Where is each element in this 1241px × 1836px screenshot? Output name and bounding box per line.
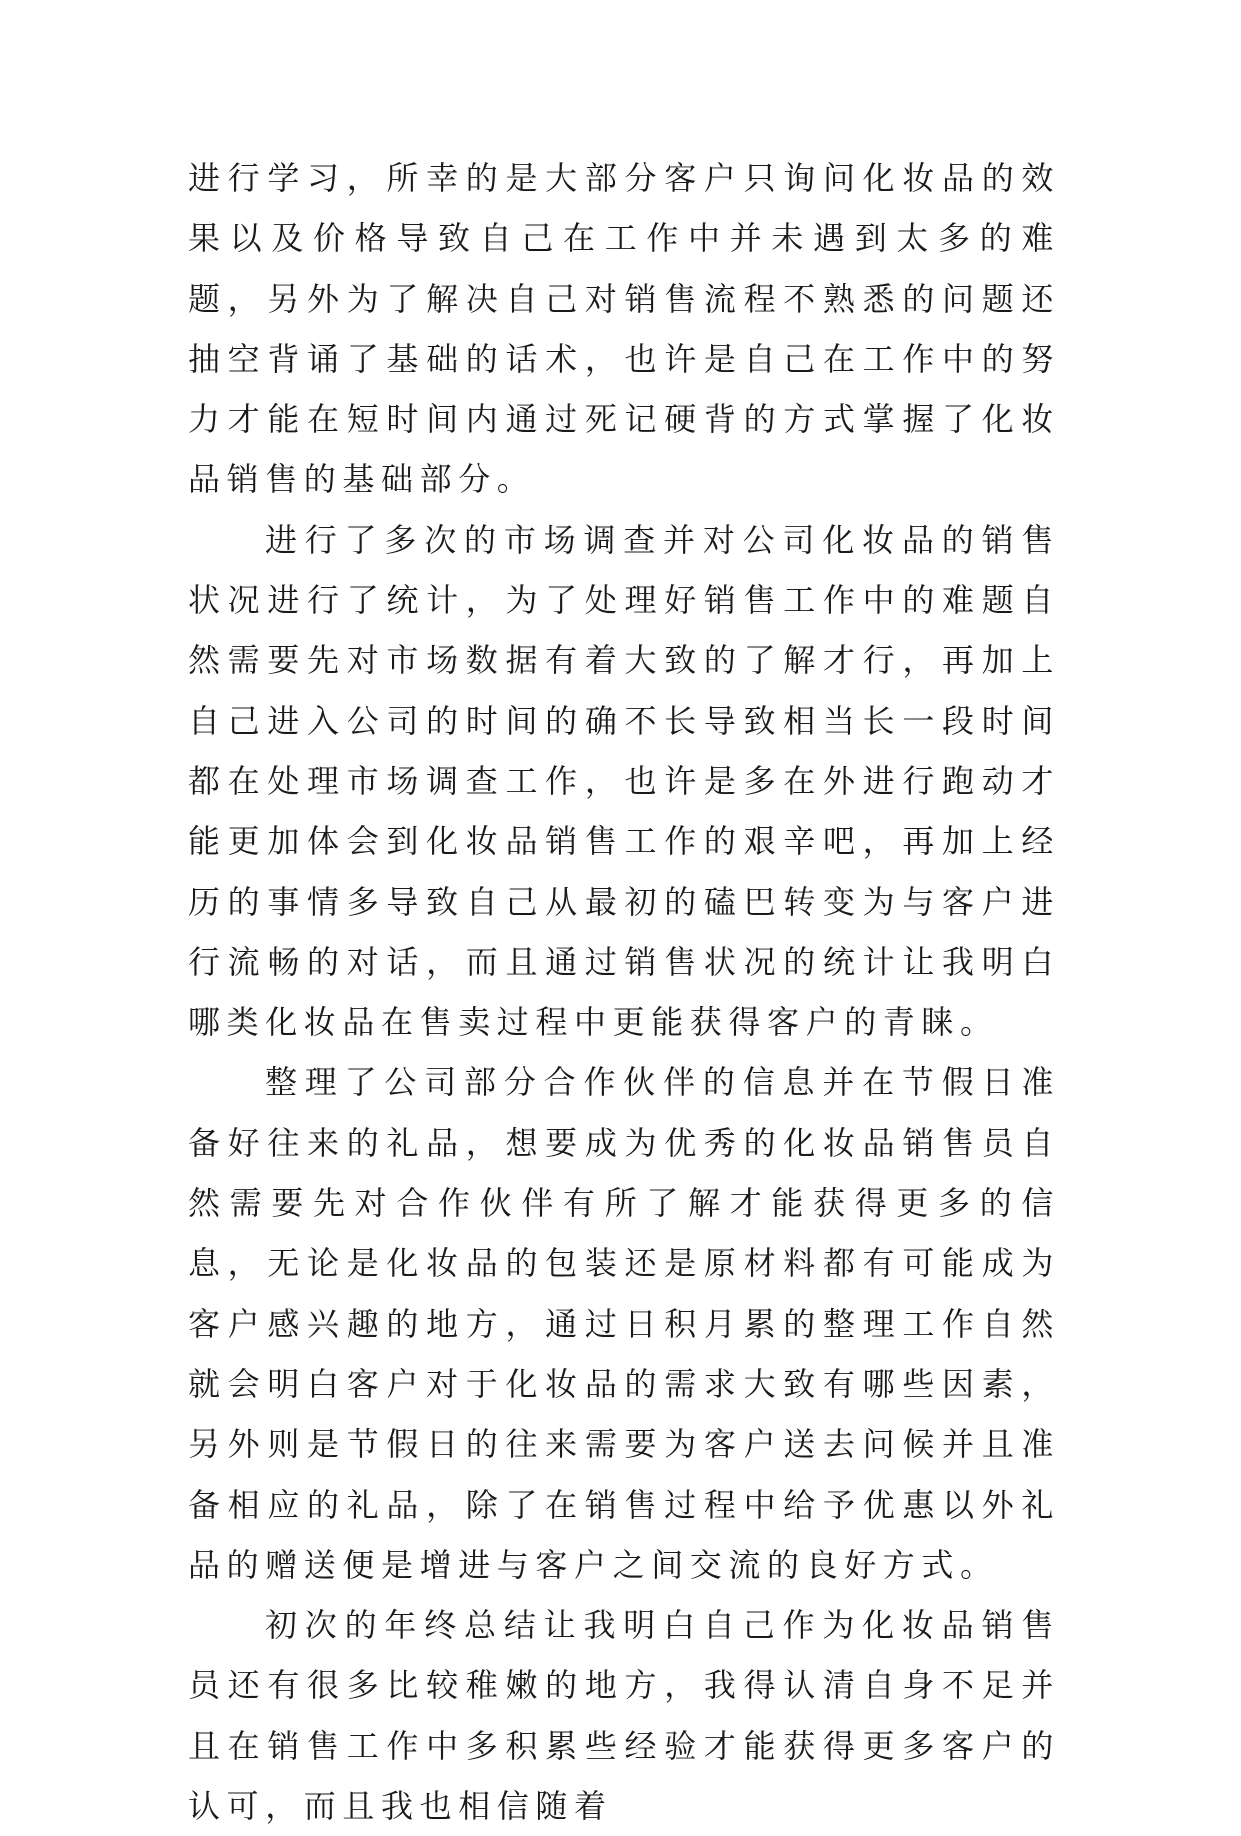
document-body bbox=[188, 148, 1060, 1836]
paragraph-1: 进行学习，所幸的是大部分客户只询问化妆品的效果以及价格导致自己在工作中并未遇到太多的难题，另外为了解决自己对销售流程不熟悉的问题还抽空背诵了基础的话术，也许是自己在工作中的努力才能在短时间内通过死记硬背的方式掌握了化妆品销售的基础部分。 bbox=[188, 159, 1060, 499]
paragraph-2: 进行了多次的市场调查并对公司化妆品的销售状况进行了统计，为了处理好销售工作中的难题自然需要先对市场数据有着大致的了解才行，再加上自己进入公司的时间的确不长导致相当长一段时间都在处理市场调查工作，也许是多在外进行跑动才能更加体会到化妆品销售工作的艰辛吧，再加上经历的事情多导致自己从最初的磕巴转变为与客户进行流畅的对话，而且通过销售状况的统计让我明白哪类化妆品在售卖过程中更能获得客户的青睐。 bbox=[188, 520, 1060, 1042]
paragraph-3: 整理了公司部分合作伙伴的信息并在节假日准备好往来的礼品，想要成为优秀的化妆品销售员自然需要先对合作伙伴有所了解才能获得更多的信息，无论是化妆品的包装还是原材料都有可能成为客户感兴趣的地方，通过日积月累的整理工作自然就会明白客户对于化妆品的需求大致有哪些因素，另外则是节假日的往来需要为客户送去问候并且准备相应的礼品，除了在销售过程中给予优惠以外礼品的赠送便是增进与客户之间交流的良好方式。 bbox=[188, 1063, 1060, 1584]
paragraph-4: 初次的年终总结让我明白自己作为化妆品销售员还有很多比较稚嫩的地方，我得认清自身不足并且在销售工作中多积累些经验才能获得更多客户的认可，而且我也相信随着 bbox=[188, 1606, 1060, 1826]
